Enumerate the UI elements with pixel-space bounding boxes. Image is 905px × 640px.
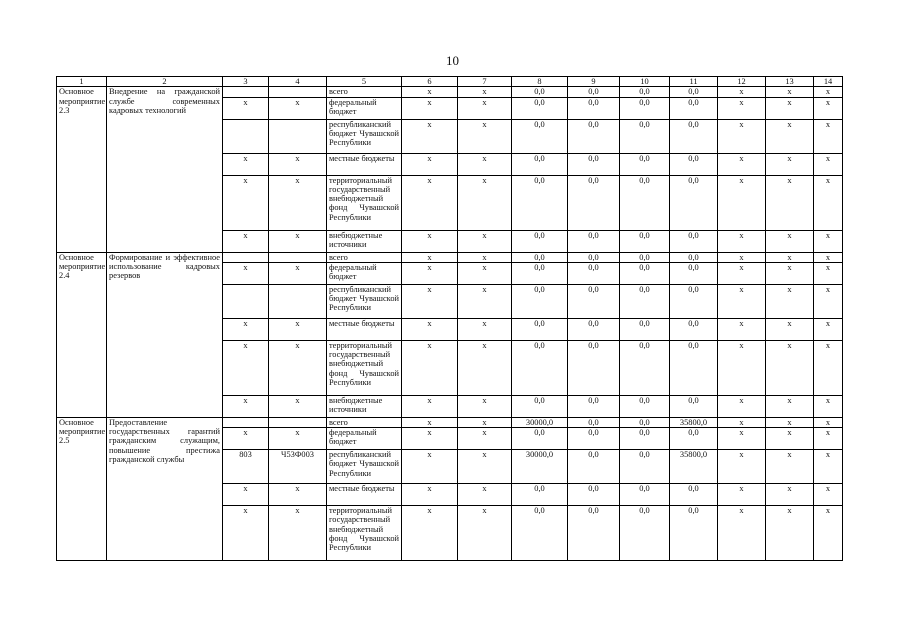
value-cell: 0,0 <box>512 340 568 395</box>
value-cell: x <box>814 506 843 561</box>
value-cell: x <box>766 262 814 284</box>
value-cell: 0,0 <box>670 340 718 395</box>
funding-source: внебюджетные источники <box>327 230 402 252</box>
value-cell: x <box>766 87 814 97</box>
value-cell: x <box>814 484 843 506</box>
value-cell: 0,0 <box>568 428 620 450</box>
value-cell: x <box>718 119 766 153</box>
cell-code-4: x <box>269 318 327 340</box>
cell-code-3: x <box>223 230 269 252</box>
funding-source: федеральный бюджет <box>327 262 402 284</box>
value-cell: x <box>718 262 766 284</box>
value-cell: x <box>718 417 766 427</box>
value-cell: x <box>766 340 814 395</box>
value-cell: x <box>814 450 843 484</box>
value-cell: 0,0 <box>670 252 718 262</box>
table-row <box>57 252 843 262</box>
value-cell: 0,0 <box>512 318 568 340</box>
value-cell: x <box>814 153 843 175</box>
value-cell: 0,0 <box>512 153 568 175</box>
value-cell: x <box>458 395 512 417</box>
value-cell: 30000,0 <box>512 450 568 484</box>
cell-code-4: Ч53Ф003 <box>269 450 327 484</box>
value-cell: x <box>718 97 766 119</box>
value-cell: 0,0 <box>512 395 568 417</box>
activity-label: Основное мероприятие 2.3 <box>57 87 107 252</box>
value-cell: 0,0 <box>620 175 670 230</box>
value-cell: x <box>718 484 766 506</box>
value-cell: 0,0 <box>670 284 718 318</box>
value-cell: x <box>402 450 458 484</box>
value-cell: 0,0 <box>670 87 718 97</box>
value-cell: 0,0 <box>670 97 718 119</box>
table-row <box>57 87 843 97</box>
funding-source: федеральный бюджет <box>327 428 402 450</box>
value-cell: x <box>766 230 814 252</box>
value-cell: 0,0 <box>568 340 620 395</box>
cell-code-3 <box>223 252 269 262</box>
value-cell: x <box>402 262 458 284</box>
value-cell: 0,0 <box>568 262 620 284</box>
cell-code-4 <box>269 417 327 427</box>
cell-code-4: x <box>269 175 327 230</box>
value-cell: 0,0 <box>568 175 620 230</box>
value-cell: x <box>766 119 814 153</box>
value-cell: x <box>718 395 766 417</box>
value-cell: 0,0 <box>620 252 670 262</box>
value-cell: x <box>458 153 512 175</box>
value-cell: x <box>766 506 814 561</box>
value-cell: x <box>458 428 512 450</box>
value-cell: x <box>402 87 458 97</box>
value-cell: 0,0 <box>568 506 620 561</box>
cell-code-4 <box>269 119 327 153</box>
funding-source: всего <box>327 87 402 97</box>
value-cell: 0,0 <box>568 97 620 119</box>
value-cell: x <box>766 417 814 427</box>
value-cell: 0,0 <box>670 395 718 417</box>
value-cell: 0,0 <box>670 506 718 561</box>
column-header: 2 <box>107 77 223 87</box>
value-cell: x <box>718 428 766 450</box>
value-cell: 0,0 <box>670 153 718 175</box>
cell-code-4: x <box>269 340 327 395</box>
cell-code-3: x <box>223 340 269 395</box>
funding-source: республиканский бюджет Чувашской Республики <box>327 119 402 153</box>
cell-code-3: x <box>223 97 269 119</box>
value-cell: 0,0 <box>568 284 620 318</box>
cell-code-4: x <box>269 506 327 561</box>
value-cell: 0,0 <box>512 262 568 284</box>
value-cell: x <box>402 417 458 427</box>
value-cell: 0,0 <box>512 506 568 561</box>
value-cell: 0,0 <box>512 484 568 506</box>
cell-code-3: x <box>223 318 269 340</box>
value-cell: 0,0 <box>620 87 670 97</box>
value-cell: x <box>458 119 512 153</box>
value-cell: x <box>814 340 843 395</box>
cell-code-4 <box>269 252 327 262</box>
value-cell: x <box>402 428 458 450</box>
value-cell: x <box>718 230 766 252</box>
cell-code-3: x <box>223 428 269 450</box>
cell-code-4: x <box>269 428 327 450</box>
value-cell: 0,0 <box>512 252 568 262</box>
value-cell: 0,0 <box>620 395 670 417</box>
activity-description: Внедрение на гражданской службе современных кадровых технологий <box>107 87 223 252</box>
value-cell: x <box>402 175 458 230</box>
value-cell: 0,0 <box>670 119 718 153</box>
value-cell: x <box>402 318 458 340</box>
value-cell: 0,0 <box>670 318 718 340</box>
value-cell: x <box>814 97 843 119</box>
cell-code-3: x <box>223 484 269 506</box>
value-cell: 0,0 <box>512 119 568 153</box>
cell-code-3 <box>223 284 269 318</box>
funding-source: местные бюджеты <box>327 318 402 340</box>
value-cell: 0,0 <box>620 506 670 561</box>
value-cell: 0,0 <box>620 417 670 427</box>
cell-code-4: x <box>269 153 327 175</box>
column-header: 13 <box>766 77 814 87</box>
value-cell: x <box>402 97 458 119</box>
value-cell: 0,0 <box>670 262 718 284</box>
value-cell: x <box>458 252 512 262</box>
value-cell: x <box>718 318 766 340</box>
value-cell: 0,0 <box>512 87 568 97</box>
value-cell: x <box>814 262 843 284</box>
value-cell: x <box>766 450 814 484</box>
cell-code-4 <box>269 87 327 97</box>
value-cell: x <box>814 428 843 450</box>
funding-source: местные бюджеты <box>327 484 402 506</box>
value-cell: x <box>402 230 458 252</box>
cell-code-3 <box>223 119 269 153</box>
cell-code-4: x <box>269 395 327 417</box>
header-row <box>57 77 843 87</box>
cell-code-3: x <box>223 395 269 417</box>
value-cell: x <box>458 506 512 561</box>
funding-source: территориальный государственный внебюджетный фонд Чувашской Республики <box>327 506 402 561</box>
value-cell: 0,0 <box>568 230 620 252</box>
funding-source: всего <box>327 252 402 262</box>
value-cell: x <box>402 340 458 395</box>
value-cell: 0,0 <box>670 428 718 450</box>
cell-code-3: 803 <box>223 450 269 484</box>
value-cell: x <box>402 284 458 318</box>
value-cell: x <box>766 428 814 450</box>
value-cell: 0,0 <box>620 153 670 175</box>
value-cell: x <box>402 252 458 262</box>
value-cell: x <box>814 87 843 97</box>
column-header: 9 <box>568 77 620 87</box>
value-cell: 0,0 <box>670 230 718 252</box>
column-header: 10 <box>620 77 670 87</box>
value-cell: x <box>814 175 843 230</box>
value-cell: x <box>458 340 512 395</box>
value-cell: x <box>458 87 512 97</box>
value-cell: 0,0 <box>670 484 718 506</box>
value-cell: x <box>814 284 843 318</box>
activity-description: Предоставление государственных гарантий гражданским служащим, повышение престижа гражданской службы <box>107 417 223 560</box>
cell-code-4: x <box>269 97 327 119</box>
value-cell: x <box>718 506 766 561</box>
cell-code-4 <box>269 284 327 318</box>
value-cell: x <box>458 262 512 284</box>
value-cell: x <box>458 417 512 427</box>
value-cell: 0,0 <box>620 340 670 395</box>
value-cell: x <box>402 153 458 175</box>
value-cell: 35800,0 <box>670 450 718 484</box>
value-cell: x <box>402 506 458 561</box>
value-cell: x <box>402 484 458 506</box>
cell-code-4: x <box>269 230 327 252</box>
value-cell: x <box>814 119 843 153</box>
value-cell: 0,0 <box>568 484 620 506</box>
value-cell: x <box>718 87 766 97</box>
value-cell: 0,0 <box>620 97 670 119</box>
value-cell: x <box>814 230 843 252</box>
value-cell: x <box>814 252 843 262</box>
value-cell: x <box>458 97 512 119</box>
value-cell: 0,0 <box>620 262 670 284</box>
value-cell: 0,0 <box>512 230 568 252</box>
value-cell: 0,0 <box>512 175 568 230</box>
value-cell: x <box>718 252 766 262</box>
value-cell: x <box>766 252 814 262</box>
value-cell: x <box>718 175 766 230</box>
column-header: 5 <box>327 77 402 87</box>
value-cell: 0,0 <box>620 284 670 318</box>
column-header: 3 <box>223 77 269 87</box>
value-cell: x <box>766 395 814 417</box>
table-row <box>57 417 843 427</box>
column-header: 11 <box>670 77 718 87</box>
funding-source: федеральный бюджет <box>327 97 402 119</box>
value-cell: 0,0 <box>568 153 620 175</box>
page-number: 10 <box>446 53 459 68</box>
value-cell: 0,0 <box>512 428 568 450</box>
value-cell: x <box>766 318 814 340</box>
column-header: 14 <box>814 77 843 87</box>
funding-source: территориальный государственный внебюджетный фонд Чувашской Республики <box>327 175 402 230</box>
column-header: 12 <box>718 77 766 87</box>
column-header: 7 <box>458 77 512 87</box>
cell-code-3 <box>223 417 269 427</box>
value-cell: 0,0 <box>568 87 620 97</box>
value-cell: 0,0 <box>568 318 620 340</box>
column-header: 1 <box>57 77 107 87</box>
budget-table <box>56 76 843 561</box>
value-cell: x <box>766 97 814 119</box>
cell-code-4: x <box>269 262 327 284</box>
value-cell: 0,0 <box>568 252 620 262</box>
value-cell: 0,0 <box>568 417 620 427</box>
value-cell: x <box>718 450 766 484</box>
value-cell: x <box>814 417 843 427</box>
value-cell: 0,0 <box>620 428 670 450</box>
value-cell: 0,0 <box>620 484 670 506</box>
cell-code-4: x <box>269 484 327 506</box>
value-cell: 0,0 <box>620 318 670 340</box>
value-cell: 35800,0 <box>670 417 718 427</box>
column-header: 4 <box>269 77 327 87</box>
value-cell: 0,0 <box>670 175 718 230</box>
cell-code-3 <box>223 87 269 97</box>
value-cell: 0,0 <box>568 450 620 484</box>
value-cell: x <box>458 484 512 506</box>
value-cell: x <box>766 284 814 318</box>
value-cell: 0,0 <box>512 97 568 119</box>
funding-source: республиканский бюджет Чувашской Республики <box>327 450 402 484</box>
cell-code-3: x <box>223 175 269 230</box>
column-header: 8 <box>512 77 568 87</box>
value-cell: x <box>458 284 512 318</box>
column-header: 6 <box>402 77 458 87</box>
value-cell: 0,0 <box>620 450 670 484</box>
value-cell: x <box>718 284 766 318</box>
activity-description: Формирование и эффективное использование кадровых резервов <box>107 252 223 417</box>
activity-label: Основное мероприятие 2.5 <box>57 417 107 560</box>
value-cell: 30000,0 <box>512 417 568 427</box>
cell-code-3: x <box>223 153 269 175</box>
value-cell: x <box>766 175 814 230</box>
funding-source: территориальный государственный внебюджетный фонд Чувашской Республики <box>327 340 402 395</box>
cell-code-3: x <box>223 506 269 561</box>
funding-source: республиканский бюджет Чувашской Республики <box>327 284 402 318</box>
value-cell: 0,0 <box>568 119 620 153</box>
value-cell: x <box>766 153 814 175</box>
funding-source: внебюджетные источники <box>327 395 402 417</box>
value-cell: x <box>814 318 843 340</box>
value-cell: x <box>402 119 458 153</box>
funding-source: местные бюджеты <box>327 153 402 175</box>
value-cell: x <box>458 318 512 340</box>
value-cell: x <box>458 175 512 230</box>
value-cell: x <box>814 395 843 417</box>
table-body <box>57 77 843 561</box>
cell-code-3: x <box>223 262 269 284</box>
value-cell: x <box>718 340 766 395</box>
value-cell: x <box>718 153 766 175</box>
value-cell: 0,0 <box>620 230 670 252</box>
value-cell: x <box>458 230 512 252</box>
value-cell: x <box>766 484 814 506</box>
value-cell: 0,0 <box>620 119 670 153</box>
value-cell: 0,0 <box>568 395 620 417</box>
value-cell: x <box>402 395 458 417</box>
activity-label: Основное мероприятие 2.4 <box>57 252 107 417</box>
funding-source: всего <box>327 417 402 427</box>
value-cell: 0,0 <box>512 284 568 318</box>
value-cell: x <box>458 450 512 484</box>
